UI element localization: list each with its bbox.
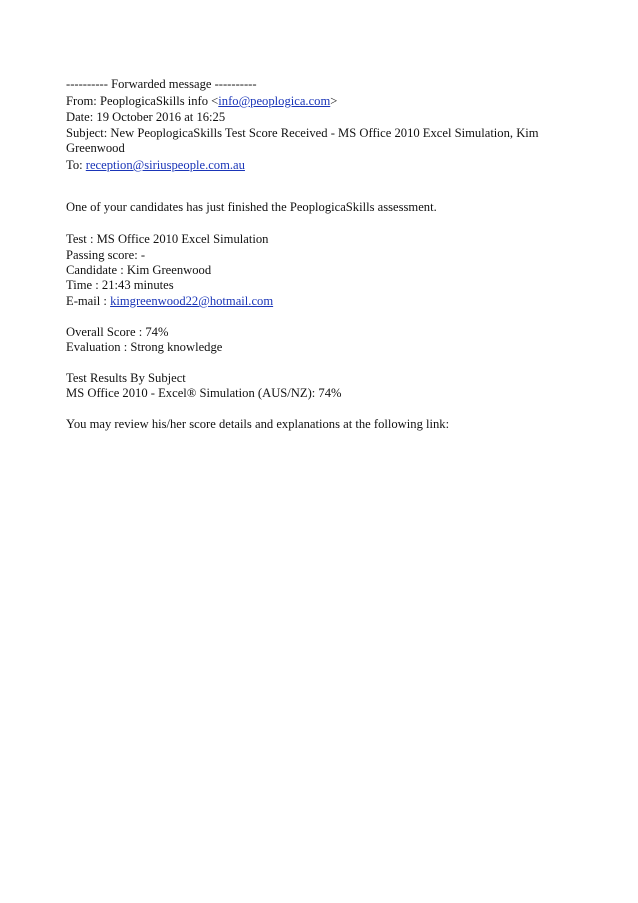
candidate-email-label: E-mail : xyxy=(66,294,111,308)
from-label: From: PeoplogicaSkills info < xyxy=(66,94,219,108)
candidate-line: Candidate : Kim Greenwood xyxy=(66,263,212,277)
from-line xyxy=(66,94,337,109)
from-bracket: > xyxy=(330,94,338,108)
date-line: Date: 19 October 2016 at 16:25 xyxy=(66,110,226,124)
forwarded-message-divider: ---------- Forwarded message ---------- xyxy=(66,77,257,91)
results-subject-line: MS Office 2010 - Excel® Simulation (AUS/NZ): 74% xyxy=(66,386,342,400)
overall-score-line: Overall Score : 74% xyxy=(66,325,169,339)
test-line: Test : MS Office 2010 Excel Simulation xyxy=(66,232,269,246)
results-heading: Test Results By Subject xyxy=(66,371,186,385)
passing-score-line: Passing score: - xyxy=(66,248,146,262)
evaluation-line: Evaluation : Strong knowledge xyxy=(66,340,223,354)
review-link-text: You may review his/her score details and explanations at the following link: xyxy=(66,417,450,431)
intro-text: One of your candidates has just finished the PeoplogicaSkills assessment. xyxy=(66,200,437,214)
to-line xyxy=(66,158,245,173)
subject-line: Subject: New PeoplogicaSkills Test Score Received - MS Office 2010 Excel Simulation, Kim Greenwood xyxy=(66,126,539,155)
candidate-email-line xyxy=(66,294,273,309)
from-email-link[interactable]: info@peoplogica.com xyxy=(218,94,331,108)
to-email-link[interactable]: reception@siriuspeople.com.au xyxy=(85,158,245,172)
to-label: To: xyxy=(66,158,86,172)
time-line: Time : 21:43 minutes xyxy=(66,278,174,292)
candidate-email-link[interactable]: kimgreenwood22@hotmail.com xyxy=(110,294,274,308)
